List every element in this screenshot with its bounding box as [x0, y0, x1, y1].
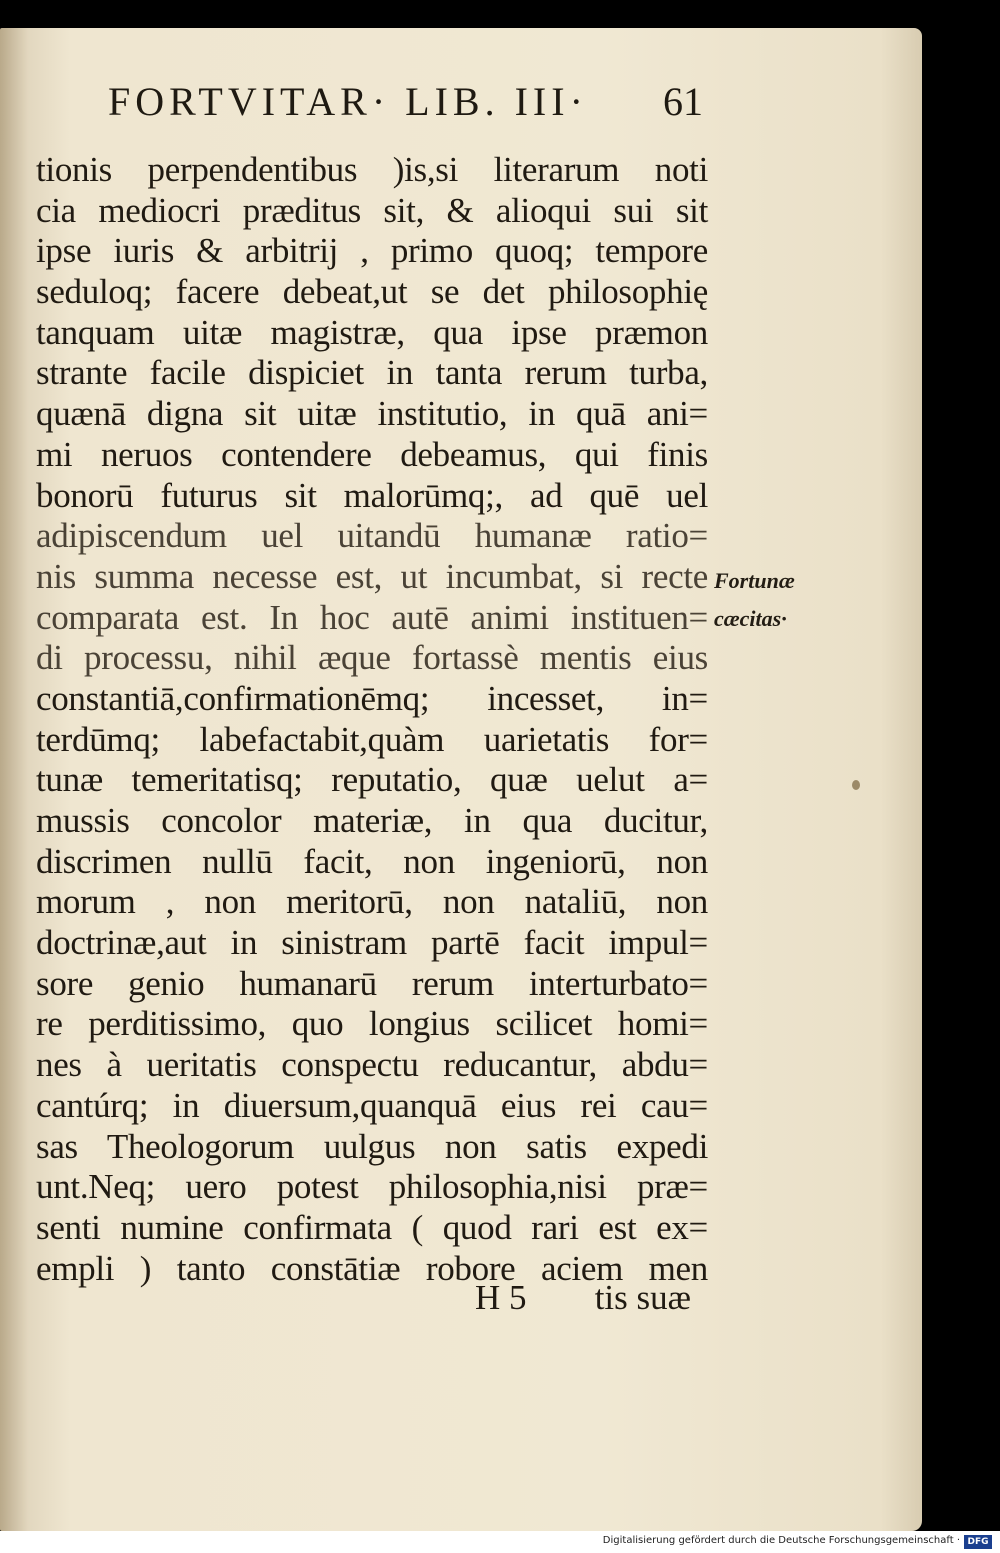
text-line: discrimen nullū facit, non ingeniorū, non — [36, 841, 708, 881]
marginal-note — [714, 562, 834, 638]
marginal-note-line: cæcitas· — [714, 606, 787, 631]
text-line: tunæ temeritatisq; reputatio, quæ uelut a= — [36, 760, 708, 800]
text-line: unt.Neq; uero potest philosophia,nisi præ= — [36, 1167, 708, 1207]
text-line: sas Theologorum uulgus non satis expedi — [36, 1126, 708, 1166]
running-header — [108, 78, 708, 138]
page-number: 61 — [663, 79, 703, 124]
running-title: FORTVITAR· LIB. III· — [108, 79, 588, 124]
text-line: nis summa necesse est, ut incumbat, si recte — [36, 556, 708, 596]
catchword-line — [475, 1278, 691, 1322]
marginal-note-line: Fortunæ — [714, 568, 795, 593]
text-line: comparata est. In hoc autē animi instituen= — [36, 597, 708, 637]
text-line: ipse iuris & arbitrij , primo quoq; tempore — [36, 231, 708, 271]
catchword: tis suæ — [594, 1278, 691, 1317]
text-line: empli ) tanto constātiæ robore aciem men — [36, 1248, 708, 1288]
text-line: terdūmq; labefactabit,quàm uarietatis for= — [36, 719, 708, 759]
dfg-logo: DFG — [964, 1535, 992, 1549]
main-text-block — [36, 150, 708, 1289]
text-line: bonorū futurus sit malorūmq;, ad quē uel — [36, 475, 708, 515]
text-line: tanquam uitæ magistræ, qua ipse præmon — [36, 312, 708, 352]
text-line: quænā digna sit uitæ institutio, in quā ani= — [36, 394, 708, 434]
text-line: constantiā,confirmationēmq; incesset, in= — [36, 678, 708, 718]
text-line: mi neruos contendere debeamus, qui finis — [36, 434, 708, 474]
text-line: cia mediocri præditus sit, & alioqui sui sit — [36, 190, 708, 230]
text-line: morum , non meritorū, non nataliū, non — [36, 882, 708, 922]
text-line: tionis perpendentibus )is,si literarum noti — [36, 150, 708, 189]
signature-mark: H 5 — [475, 1278, 527, 1317]
text-line: sore genio humanarū rerum interturbato= — [36, 963, 708, 1003]
text-line: mussis concolor materiæ, in qua ducitur, — [36, 801, 708, 840]
text-line: seduloq; facere debeat,ut se det philosophię — [36, 272, 708, 312]
text-line: nes à ueritatis conspectu reducantur, abdu= — [36, 1045, 708, 1085]
text-line: di processu, nihil æque fortassè mentis eius — [36, 638, 708, 678]
footer-bar — [0, 1531, 1000, 1553]
text-line: adipiscendum uel uitandū humanæ ratio= — [36, 516, 708, 556]
paper-stain — [852, 780, 860, 790]
text-line: senti numine confirmata ( quod rari est ex= — [36, 1207, 708, 1247]
funding-notice: Digitalisierung gefördert durch die Deutsche Forschungsgemeinschaft · — [602, 1535, 960, 1546]
text-line: strante facile dispiciet in tanta rerum turba, — [36, 353, 708, 393]
text-line: doctrinæ,aut in sinistram partē facit impul= — [36, 923, 708, 963]
text-line: re perditissimo, quo longius scilicet homi= — [36, 1004, 708, 1044]
text-line: cantúrq; in diuersum,quanquā eius rei cau= — [36, 1085, 708, 1125]
